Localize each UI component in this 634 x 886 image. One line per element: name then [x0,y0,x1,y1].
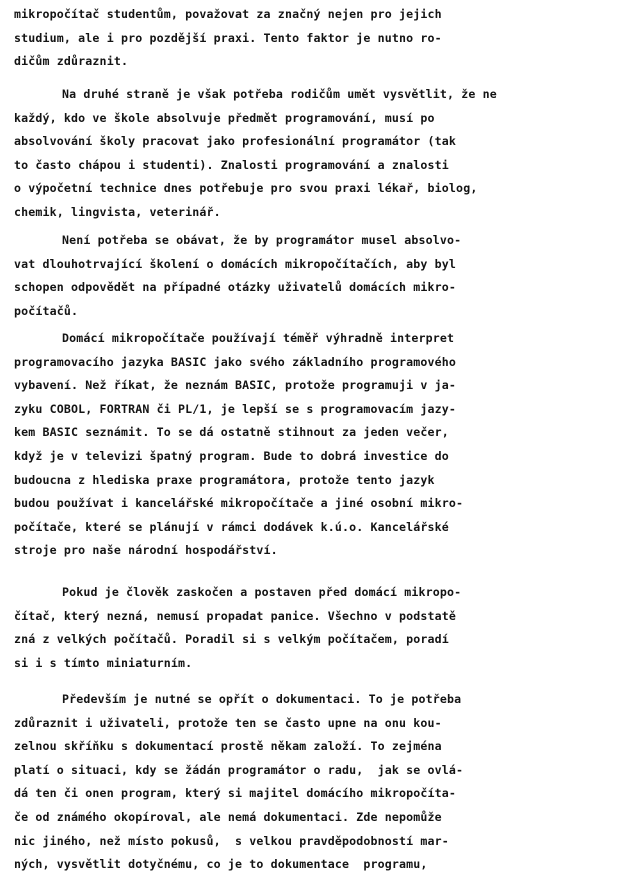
text-line: nic jiného, než místo pokusů, s velkou pravděpodobností mar- [14,833,449,848]
text-line: chemik, lingvista, veterinář. [14,204,221,219]
paragraph-5 [14,581,632,675]
text-line: kem BASIC seznámit. To se dá ostatně stihnout za jeden večer, [14,425,449,440]
text-line: mikropočítač studentům, považovat za značný nejen pro jejich [14,7,442,21]
text-line: si i s tímto miniaturním. [14,655,193,670]
text-line: če od známého okopíroval, ale nemá dokumentaci. Zde nepomůže [14,809,442,824]
text-line: absolvování školy pracovat jako profesionální programátor (tak [14,134,457,149]
text-line: schopen odpovědět na případné otázky uživatelů domácích mikro- [14,280,457,295]
text-line: dičům zdůraznit. [14,54,129,69]
text-line: počítačů. [14,303,79,318]
paragraph-6 [14,688,632,877]
text-line: studium, ale i pro pozdější praxi. Tento faktor je nutno ro- [14,30,442,45]
text-line: budou používat i kancelářské mikropočítače a jiné osobní mikro- [14,496,464,511]
text-line: Není potřeba se obávat, že by programátor musel absolvo- [62,233,462,247]
text-line: počítače, které se plánují v rámci dodávek k.ú.o. Kancelářské [14,519,449,534]
text-line: zelnou skříňku s dokumentací prostě někam založí. To zejména [14,739,442,754]
text-line: každý, kdo ve škole absolvuje předmět programování, musí po [14,110,435,125]
text-line: ných, vysvětlit dotyčnému, co je to dokumentace programu, [14,857,428,872]
text-line: zná z velkých počítačů. Poradil si s velkým počítačem, poradí [14,632,449,647]
text-line: když je v televizi špatný program. Bude to dobrá investice do [14,448,449,463]
text-line: vybavení. Než říkat, že neznám BASIC, protože programuji v ja- [14,378,457,393]
paragraph-1 [14,3,632,74]
text-line: Na druhé straně je však potřeba rodičům umět vysvětlit, že ne [62,87,497,101]
text-line: Domácí mikropočítače používají téměř výhradně interpret [62,331,455,345]
text-line: zdůraznit i uživateli, protože ten se často upne na onu kou- [14,715,442,730]
paragraph-3 [14,229,632,323]
text-line: čítač, který nezná, nemusí propadat panice. Všechno v podstatě [14,608,457,623]
text-line: zyku COBOL, FORTRAN či PL/1, je lepší se s programovacím jazy- [14,401,457,416]
text-line: stroje pro naše národní hospodářství. [14,543,278,558]
text-line: Pokud je člověk zaskočen a postaven před domácí mikropo- [62,585,462,599]
text-line: programovacího jazyka BASIC jako svého základního programového [14,354,457,369]
text-line: Především je nutné se opřít o dokumentaci. To je potřeba [62,692,462,706]
text-line: platí o situaci, kdy se žádán programátor o radu, jak se ovlá- [14,762,464,777]
text-line: o výpočetní technice dnes potřebuje pro svou praxi lékař, biolog, [14,181,478,196]
paragraph-2 [14,83,632,225]
text-line: to často chápou i studenti). Znalosti programování a znalosti [14,157,449,172]
text-line: budoucna z hlediska praxe programátora, protože tento jazyk [14,472,435,487]
paragraph-4 [14,327,632,563]
text-line: dá ten či onen program, který si majitel domácího mikropočíta- [14,786,457,801]
text-line: vat dlouhotrvající školení o domácích mikropočítačích, aby byl [14,256,457,271]
